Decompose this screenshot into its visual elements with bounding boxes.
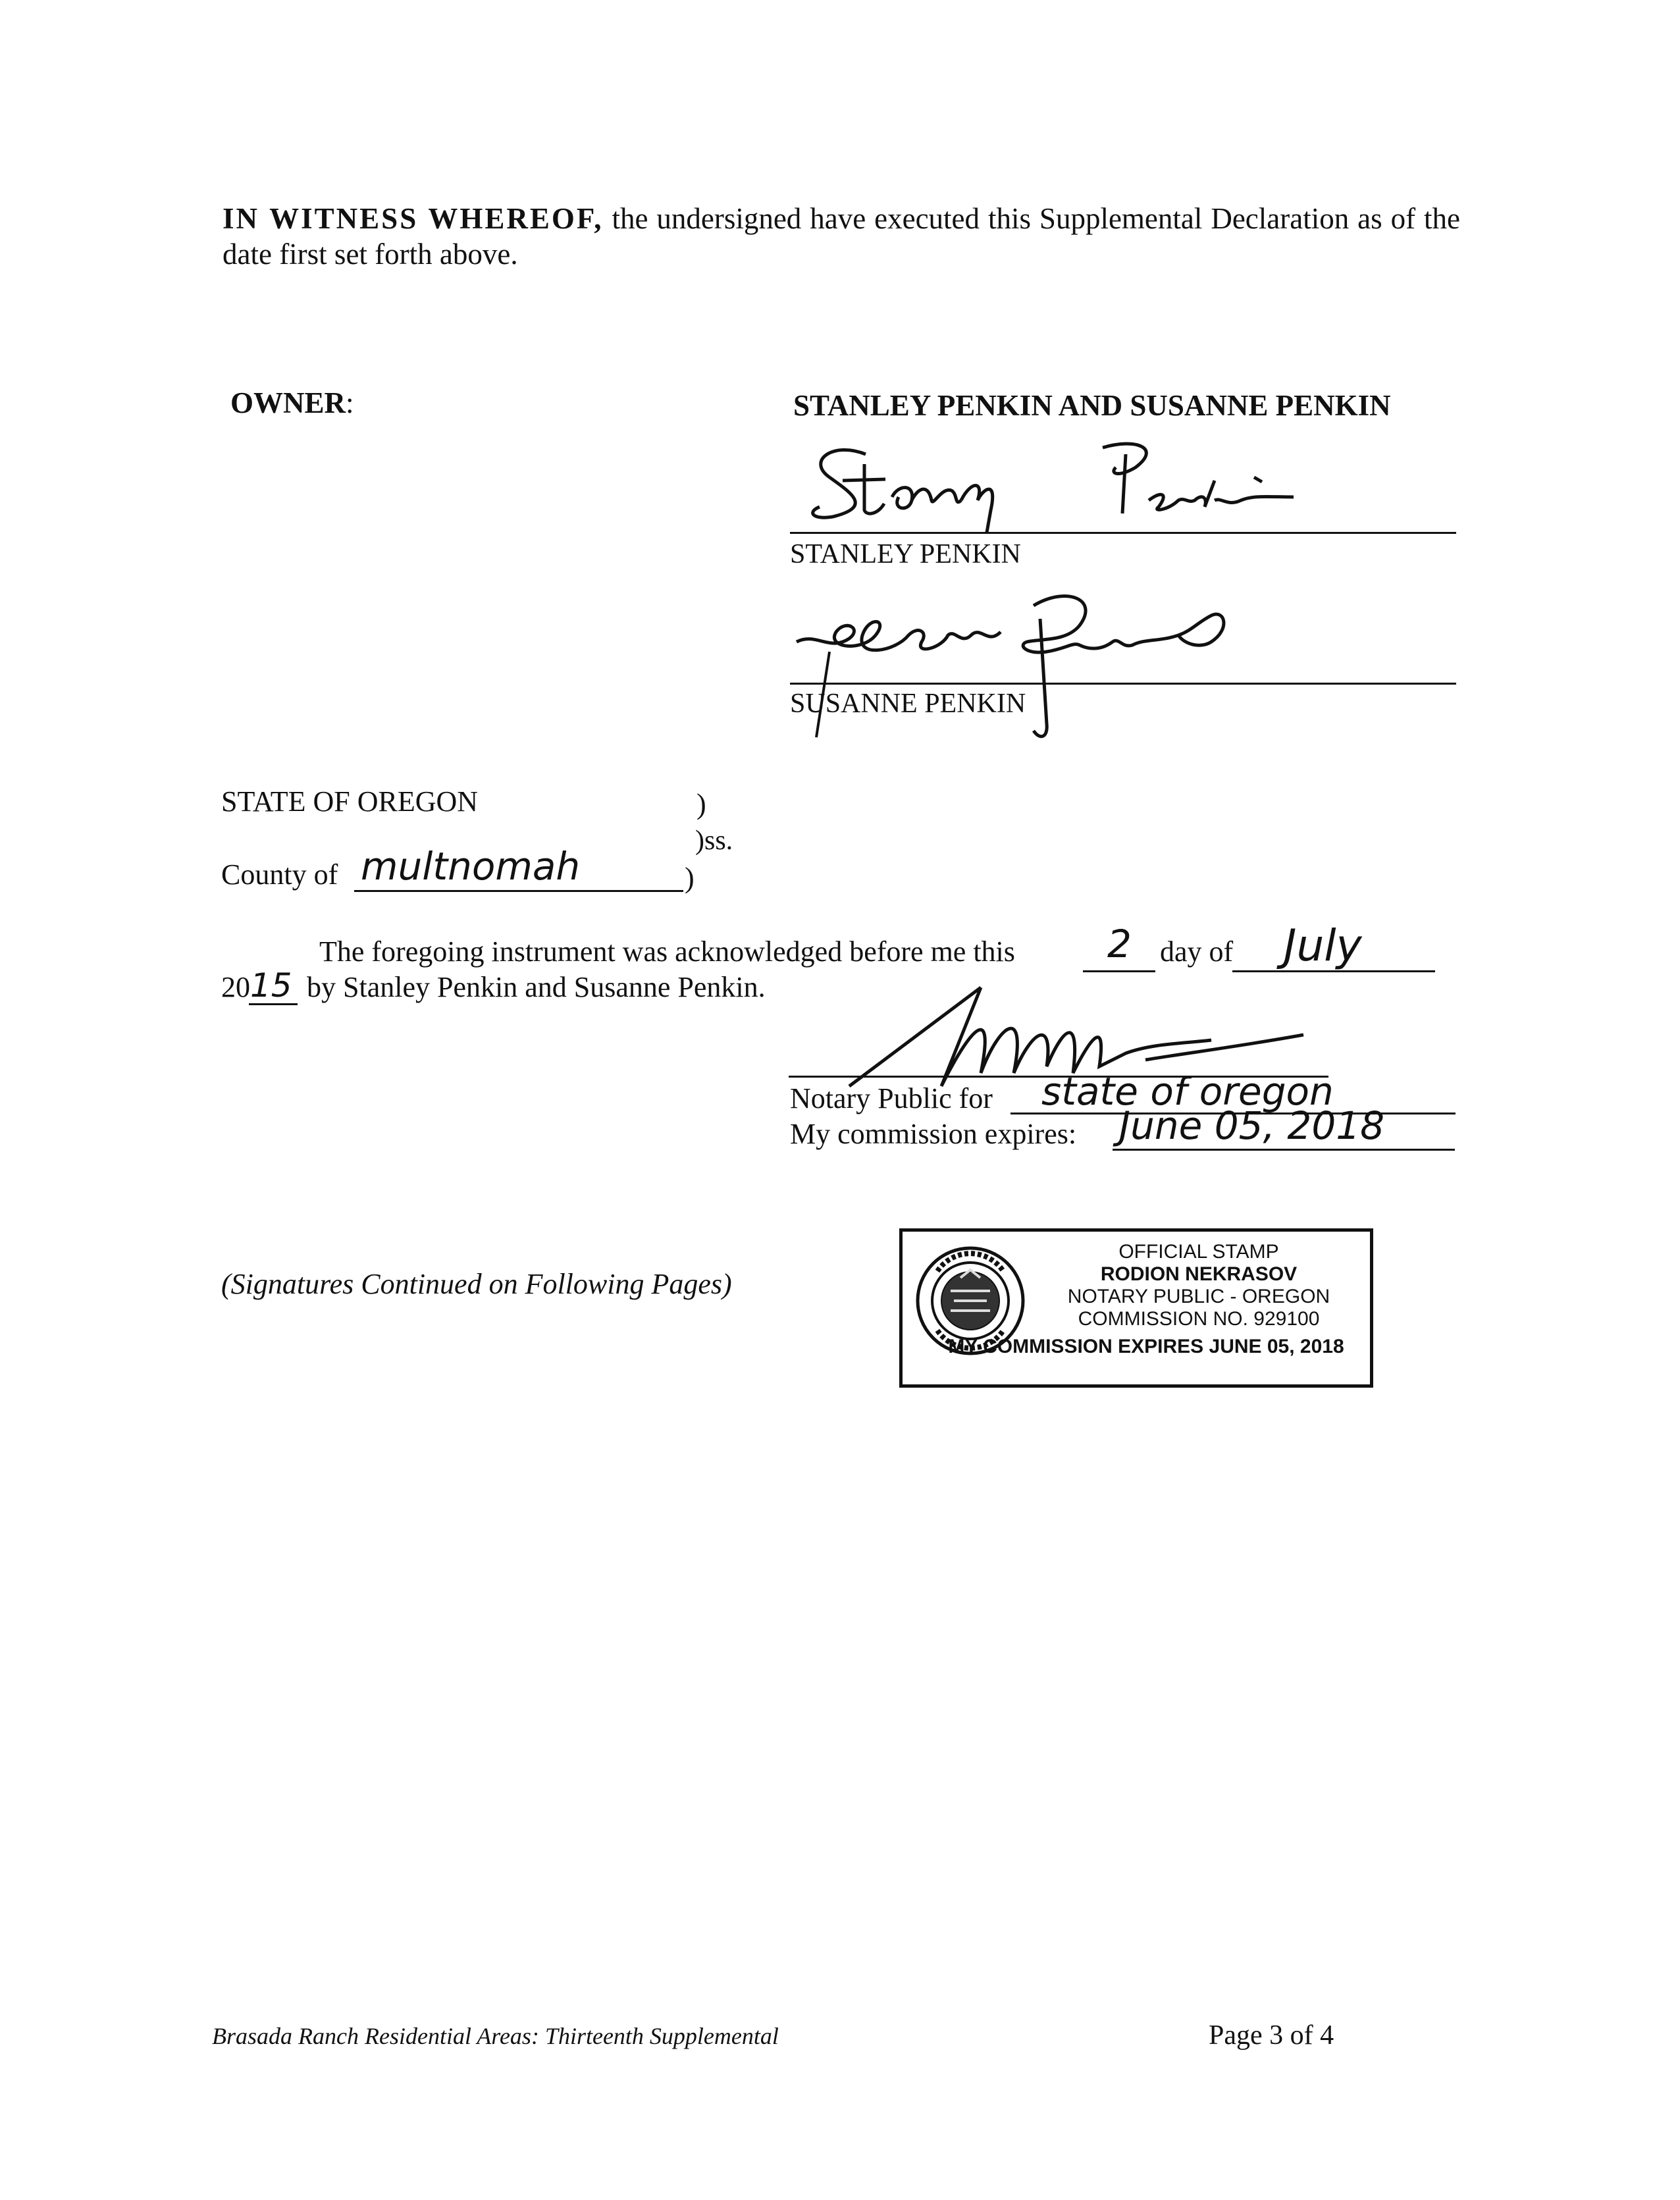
venue-paren: ) xyxy=(696,788,706,820)
footer-page-number: Page 3 of 4 xyxy=(1209,2020,1334,2051)
notary-public-value: state of oregon xyxy=(1041,1069,1334,1114)
venue-county-value: multnomah xyxy=(361,844,581,889)
witness-text: the undersigned have executed this Supplemental Declaration as of the date first set forth above. xyxy=(223,202,1460,271)
ack-by-text: by Stanley Penkin and Susanne Penkin. xyxy=(307,971,766,1003)
signature-caption-stanley: STANLEY PENKIN xyxy=(790,539,1021,569)
owner-names: STANLEY PENKIN AND SUSANNE PENKIN xyxy=(793,389,1391,422)
signature-line-1 xyxy=(790,532,1456,534)
stamp-title: OFFICIAL STAMP xyxy=(1118,1241,1279,1263)
county-underline xyxy=(354,890,683,892)
stamp-commission-number: COMMISSION NO. 929100 xyxy=(1078,1308,1320,1330)
ack-month-value: July xyxy=(1284,920,1362,971)
official-notary-stamp xyxy=(899,1228,1373,1388)
venue-state: STATE OF OREGON xyxy=(221,785,479,818)
venue-paren-2: ) xyxy=(685,862,695,894)
month-underline xyxy=(1232,970,1435,972)
stamp-expiry: MY COMMISSION EXPIRES JUNE 05, 2018 xyxy=(948,1336,1344,1357)
signature-line-2 xyxy=(790,683,1456,685)
signatures-continued-note: (Signatures Continued on Following Pages) xyxy=(221,1268,732,1300)
stamp-notary-name: RODION NEKRASOV xyxy=(1100,1263,1298,1285)
footer-document-title: Brasada Ranch Residential Areas: Thirteenth Supplemental xyxy=(212,2023,779,2049)
ack-day-of: day of xyxy=(1160,935,1234,968)
witness-lead: IN WITNESS WHEREOF, xyxy=(223,202,604,235)
acknowledgment-line-1 xyxy=(319,935,1015,968)
owner-label-colon: : xyxy=(346,386,354,419)
susanne-penkin-signature xyxy=(790,579,1264,750)
venue-county-label: County of xyxy=(221,858,338,891)
day-underline xyxy=(1083,970,1155,972)
acknowledgment-line-2 xyxy=(221,970,250,1004)
commission-underline xyxy=(1113,1149,1455,1151)
ack-year-value: 15 xyxy=(250,966,292,1005)
commission-expires-label: My commission expires: xyxy=(790,1118,1077,1150)
ack-prefix: The foregoing instrument was acknowledged before me this xyxy=(319,935,1015,968)
year-underline xyxy=(249,1003,298,1005)
notary-public-label: Notary Public for xyxy=(790,1082,993,1114)
witness-clause xyxy=(223,201,1460,272)
ack-year-prefix: 20 xyxy=(221,971,250,1003)
owner-label-text: OWNER xyxy=(230,386,346,419)
owner-label xyxy=(230,386,354,420)
signature-caption-susanne: SUSANNE PENKIN xyxy=(790,689,1026,719)
venue-ss: )ss. xyxy=(695,825,733,856)
commission-expires-value: June 05, 2018 xyxy=(1119,1103,1385,1148)
stamp-notary-public: NOTARY PUBLIC - OREGON xyxy=(1067,1286,1330,1307)
stanley-penkin-signature xyxy=(793,434,1333,533)
ack-day-value: 2 xyxy=(1107,922,1132,966)
